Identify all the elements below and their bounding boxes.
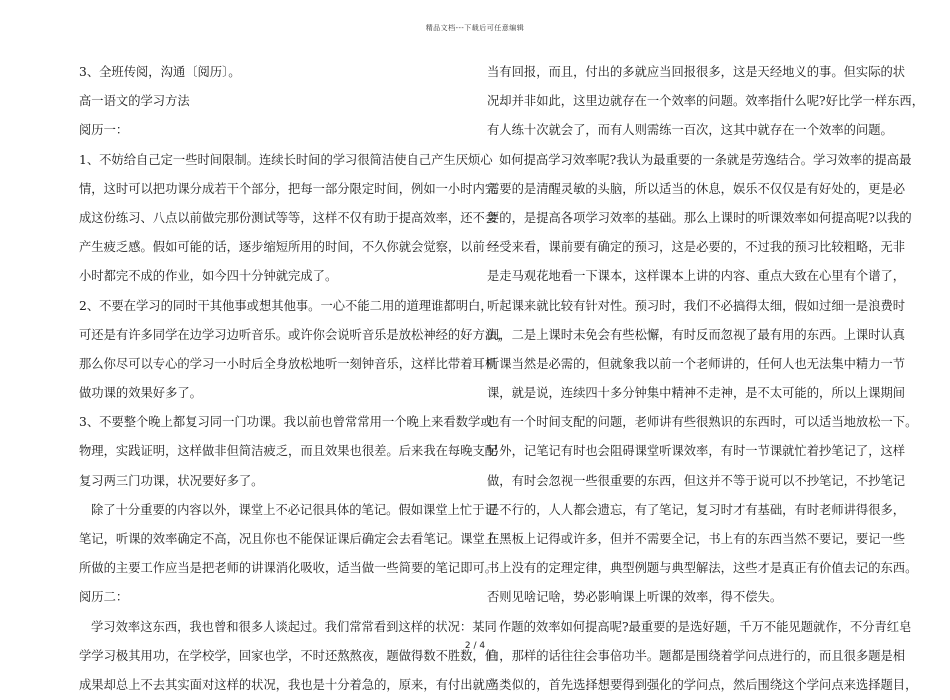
text-line: 是不行的，人人都会遗忘，有了笔记，复习时才有基础，有时老师讲得很多，: [487, 502, 906, 517]
page-header: 精品文档---下载后可任意编辑: [425, 24, 525, 32]
text-line: 阅历一：: [79, 123, 129, 138]
text-line: 学习效率这东西，我也曾和很多人谈起过。我们常常看到这样的状况：某同: [91, 619, 497, 634]
text-line: 当类似的，首先选择想要得到强化的学问点，然后围绕这个学问点来选择题目，: [487, 677, 918, 692]
text-line: 间，二是上课时未免会有些松懈，有时反而忽视了最有用的东西。上课时认真: [487, 327, 906, 342]
text-line: 白，那样的话往往会事倍功半。题都是围绕着学问点进行的，而且很多题是相: [487, 648, 906, 663]
text-line: 也有一个时间支配的问题，老师讲有些很熟识的东西时，可以适当地放松一下。: [487, 415, 918, 430]
text-line: 做功课的效果好多了。: [79, 386, 202, 401]
text-line: 物理，实践证明，这样做非但简洁疲乏，而且效果也很差。后来我在每晚支配: [79, 444, 498, 459]
text-line: 1、不妨给自己定一些时间限制。连续长时间的学习很简洁使自己产生厌烦心: [79, 152, 493, 167]
right-column: [487, 58, 924, 700]
text-line: 3、全班传阅，沟通〔阅历〕。: [79, 65, 241, 79]
text-line: 作题的效率如何提高呢?最重要的是选好题，千万不能见题就作，不分青红皂: [499, 619, 912, 634]
text-line: 可还是有许多同学在边学习边听音乐。或许你会说听音乐是放松神经的好方法，: [79, 327, 510, 342]
text-line: 所做的主要工作应当是把老师的讲课消化吸收，适当做一些简要的笔记即可。: [79, 561, 498, 576]
text-line: 是走马观花地看一下课本，这样课本上讲的内容、重点大致在心里有个谱了，: [487, 269, 906, 284]
text-line: 在黑板上记得或许多，但并不需要全记，书上有的东西当然不要记，要记一些: [487, 532, 906, 546]
text-line: 否则见啥记啥，势必影响课上听课的效率，得不偿失。: [487, 590, 783, 605]
text-line: 需要的是清醒灵敏的头脑，所以适当的休息，娱乐不仅仅是有好处的，更是必: [487, 181, 906, 196]
text-line: 有人练十次就会了，而有人则需练一百次，这其中就存在一个效率的问题。: [487, 123, 893, 138]
text-line: 当有回报，而且，付出的多就应当回报很多，这是天经地义的事。但实际的状: [487, 65, 906, 79]
text-line: 况却并非如此，这里边就存在一个效率的问题。效率指什么呢?好比学一样东西，: [487, 94, 924, 109]
text-line: 成果却总上不去其实面对这样的状况，我也是十分着急的，原来，有付出就应: [79, 677, 498, 692]
text-line: 如何提高学习效率呢?我认为最重要的一条就是劳逸结合。学习效率的提高最: [499, 152, 912, 167]
text-line: 复习两三门功课，状况要好多了。: [79, 473, 264, 488]
text-line: 书上没有的定理定律，典型例题与典型解法，这些才是真正有价值去记的东西。: [487, 561, 918, 576]
text-line: 那么你尽可以专心的学习一小时后全身放松地听一刻钟音乐，这样比带着耳机: [79, 356, 498, 371]
text-line: 成这份练习、八点以前做完那份测试等等，这样不仅有助于提高效率，还不会: [79, 210, 498, 225]
text-line: 阅历二：: [79, 590, 129, 605]
text-line: 小时都完不成的作业，如今四十分钟就完成了。: [79, 269, 338, 284]
text-line: 课，就是说，连续四十多分钟集中精神不走神，是不太可能的，所以上课期间: [487, 386, 906, 401]
text-line: 要的，是提高各项学习效率的基础。那么上课时的听课效率如何提高呢?以我的: [487, 210, 912, 225]
text-line: 高一语文的学习方法: [79, 94, 190, 109]
text-line: 笔记，听课的效率确定不高，况且你也不能保证课后确定会去看笔记。课堂上: [79, 532, 498, 546]
text-line: 2、不要在学习的同时干其他事或想其他事。一心不能二用的道理谁都明白，: [79, 298, 493, 313]
text-line: 除了十分重要的内容以外，课堂上不必记很具体的笔记。假如课堂上忙于记: [91, 502, 497, 517]
text-line: 做，有时会忽视一些很重要的东西，但这并不等于说可以不抄笔记，不抄笔记: [487, 473, 906, 488]
text-line: 听起课来就比较有针对性。预习时，我们不必搞得太细，假如过细一是浪费时: [487, 298, 906, 313]
text-line: 学学习极其用功，在学校学，回家也学，不时还熬熬夜，题做得数不胜数，但: [79, 648, 498, 663]
text-line: 情，这时可以把功课分成若干个部分，把每一部分限定时间，例如一小时内完: [79, 181, 498, 196]
text-line: 3、不要整个晚上都复习同一门功课。我以前也曾常常用一个晚上来看数学或: [79, 415, 493, 430]
text-line: 听课当然是必需的，但就象我以前一个老师讲的，任何人也无法集中精力一节: [487, 356, 906, 371]
page-number: 2 / 4: [464, 641, 486, 651]
text-line: 另外，记笔记有时也会阻碍课堂听课效率，有时一节课就忙着抄笔记了，这样: [487, 444, 906, 459]
text-line: 经受来看，课前要有确定的预习，这是必要的，不过我的预习比较粗略，无非: [487, 240, 906, 255]
text-line: 产生疲乏感。假如可能的话，逐步缩短所用的时间，不久你就会觉察，以前一: [79, 240, 498, 255]
